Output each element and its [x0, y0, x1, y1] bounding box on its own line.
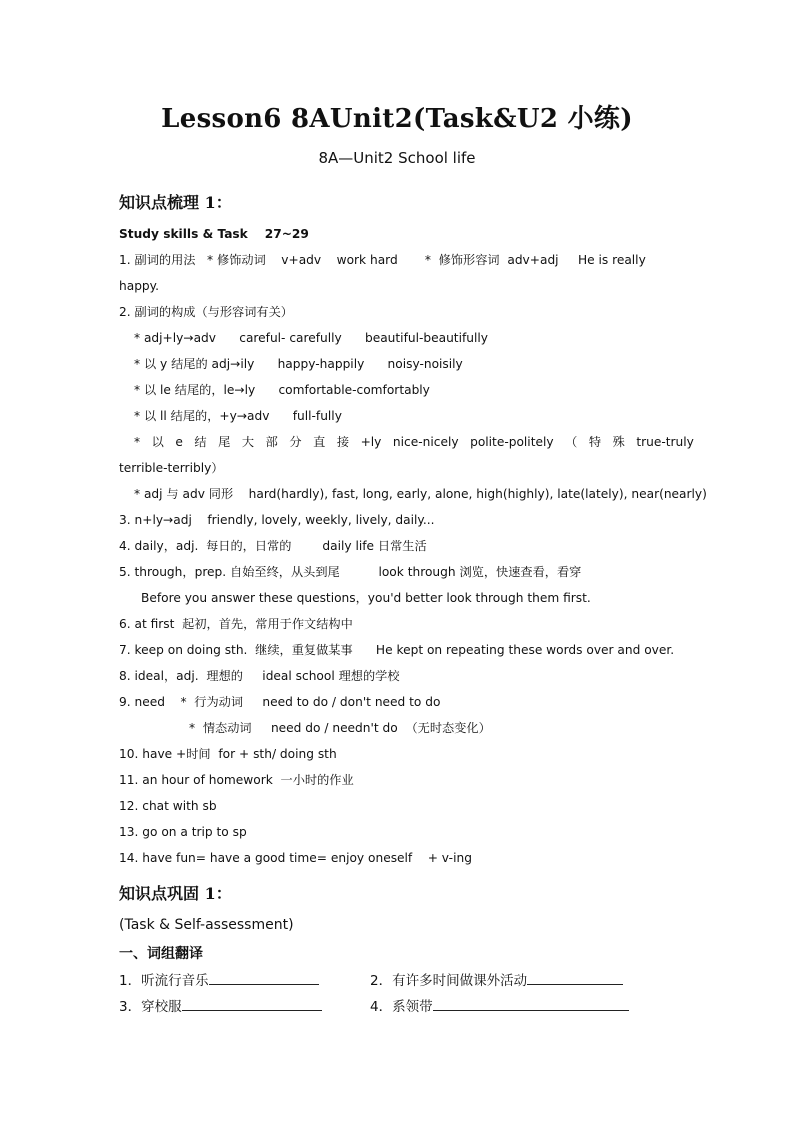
note-line-14: 14. have fun= have a good time= enjoy oneself + v-ing: [119, 851, 472, 865]
section-heading-practice: 知识点巩固 1：: [119, 884, 232, 903]
note-rule-e-cont: terrible-terribly）: [119, 461, 224, 475]
section-heading-review: 知识点梳理 1：: [119, 193, 232, 212]
note-rule-y: * 以 y 结尾的 adj→ily happy-happily noisy-noisily: [134, 357, 463, 371]
note-rule-e: [134, 434, 694, 450]
note-line-5: 5. through，prep. 自始至终，从头到尾 look through 浏览，快速查看，看穿: [119, 565, 582, 579]
rule-e-word: *: [134, 435, 141, 449]
exercise-number: 2．: [370, 973, 393, 989]
note-line-8: 8. ideal，adj. 理想的 ideal school 理想的学校: [119, 669, 400, 683]
rule-e-word: 以: [151, 435, 164, 449]
exercise-prompt: 听流行音乐: [141, 973, 209, 989]
answer-blank[interactable]: [209, 970, 319, 985]
note-line-6: 6. at first 起初，首先，常用于作文结构中: [119, 617, 353, 631]
rule-e-word: 接: [336, 435, 350, 449]
task-label: (Task & Self-assessment): [119, 917, 294, 933]
study-skills-label: Study skills & Task 27~29: [119, 227, 309, 241]
note-line-1: 1. 副词的用法 * 修饰动词 v+adv work hard * 修饰形容词 adv+adj He is really: [119, 253, 646, 267]
exercise-prompt: 系领带: [392, 999, 433, 1015]
rule-e-word: 大: [241, 435, 255, 449]
note-line-5-example: Before you answer these questions，you'd better look through them first.: [141, 591, 591, 605]
rule-e-word: 部: [265, 435, 278, 449]
answer-blank[interactable]: [182, 996, 322, 1011]
exercise-number: 3．: [119, 999, 142, 1015]
rule-e-word: 尾: [218, 435, 231, 449]
note-rule-ll: * 以 ll 结尾的，+y→adv full-fully: [134, 409, 342, 423]
note-line-2: 2. 副词的构成（与形容词有关）: [119, 305, 293, 319]
exercise-number: 1．: [119, 973, 142, 989]
note-line-9-modal: * 情态动词 need do / needn't do （无时态变化）: [189, 721, 491, 735]
note-rule-same-form: * adj 与 adv 同形 hard(hardly), fast, long, early, alone, high(highly), late(lately), near(nearly): [134, 487, 707, 501]
note-line-7: 7. keep on doing sth. 继续，重复做某事 He kept on repeating these words over and over.: [119, 643, 675, 657]
exercise-item-2: [370, 969, 623, 989]
answer-blank[interactable]: [433, 996, 629, 1011]
note-line-12: 12. chat with sb: [119, 799, 217, 813]
exercise-prompt: 穿校服: [141, 999, 182, 1015]
exercise-prompt: 有许多时间做课外活动: [392, 973, 528, 989]
page-title: Lesson6 8AUnit2(Task&U2 小练): [161, 104, 633, 134]
rule-e-word: 殊: [612, 435, 625, 449]
exercise-item-4: [370, 995, 629, 1015]
exercise-number: 4．: [370, 999, 393, 1015]
note-line-11: 11. an hour of homework 一小时的作业: [119, 773, 354, 787]
note-rule-le: * 以 le 结尾的，le→ly comfortable-comfortably: [134, 383, 430, 397]
exercise-item-1: [119, 969, 319, 989]
note-line-1-cont: happy.: [119, 279, 160, 293]
note-line-9: 9. need * 行为动词 need to do / don't need to do: [119, 695, 441, 709]
vocab-heading: 一、词组翻译: [119, 946, 203, 962]
rule-e-word: 直: [313, 435, 326, 449]
rule-e-word: 结: [194, 435, 207, 449]
rule-e-word: 特: [588, 435, 602, 449]
answer-blank[interactable]: [527, 970, 623, 985]
note-line-3: 3. n+ly→adj friendly, lovely, weekly, lively, daily...: [119, 513, 435, 527]
note-line-13: 13. go on a trip to sp: [119, 825, 247, 839]
rule-e-word: true-truly: [636, 435, 694, 449]
rule-e-word: polite-politely: [470, 435, 554, 449]
exercise-item-3: [119, 995, 322, 1015]
page-subtitle: 8A—Unit2 School life: [318, 149, 476, 167]
rule-e-word: +ly: [360, 435, 382, 449]
note-line-10: 10. have +时间 for + sth/ doing sth: [119, 747, 337, 761]
note-rule-ly: * adj+ly→adv careful- carefully beautiful-beautifully: [134, 331, 488, 345]
rule-e-word: （: [565, 435, 578, 449]
note-line-4: 4. daily，adj. 每日的，日常的 daily life 日常生活: [119, 539, 427, 553]
rule-e-word: nice-nicely: [392, 435, 459, 449]
rule-e-word: 分: [289, 435, 302, 449]
rule-e-word: e: [175, 435, 183, 449]
